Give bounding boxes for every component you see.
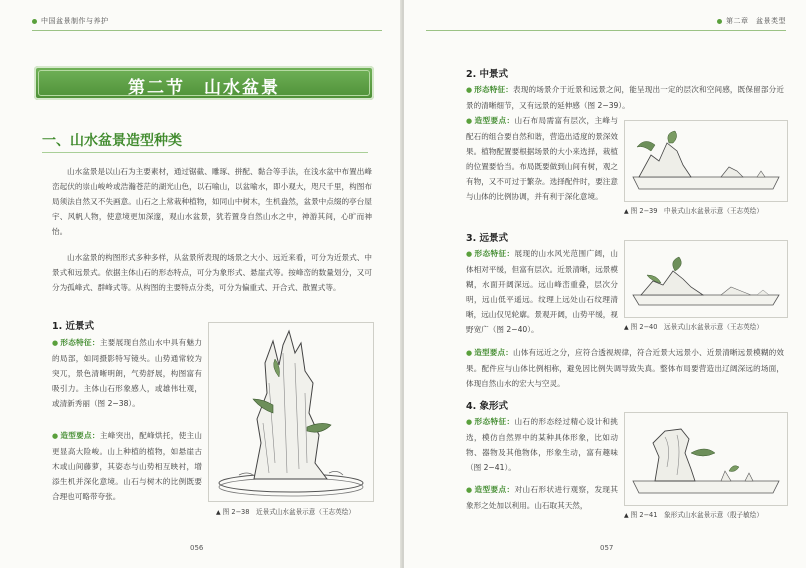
caption-triangle-icon: ▲ bbox=[624, 208, 629, 215]
form-text: 表现的场景介于近景和远景之间，能呈现出一定的层次和空间感，既保留部分近景的清晰细节，又有远景的延伸感（图 2−39）。 bbox=[466, 85, 785, 110]
figurative-form-paragraph bbox=[466, 414, 618, 475]
left-running-head-text: 中国盆景制作与养护 bbox=[41, 17, 109, 25]
bullet-dot-icon bbox=[717, 19, 722, 24]
figurative-key-paragraph bbox=[466, 482, 618, 513]
figure-2-38-caption-text: 图 2−38 近景式山水盆景示意（王志英绘） bbox=[222, 508, 355, 516]
key-text: 山石布局需富有层次，主峰与配石的组合要自然和谐，营造出适度的景深效果。植物配置要根据场景的大小来选择，栽植的位置要恰当。布局既要做到山间有树，观之有物，又不可过于繁杂。选择配件时，要注意与山体的比例协调，并有利于深化意境。 bbox=[466, 116, 619, 201]
near-view-form-paragraph bbox=[52, 335, 202, 411]
left-page bbox=[0, 0, 402, 568]
figure-2-39-caption bbox=[624, 205, 763, 215]
form-label: ● 形态特征： bbox=[466, 249, 515, 258]
form-text: 展现的山水风光范围广阔，山体相对平缓，但富有层次。近景清晰，远景模糊，水面开阔深远。远山峰峦重叠，层次分明，远山低平遥远。纹理上远处山石纹理清晰，远山仅见轮廓。景观开阔，山势平缓，视野宽广（图 2−40）。 bbox=[466, 249, 619, 334]
form-text: 山石的形态经过精心设计和挑选，模仿自然界中的某种具体形象，比如动物、器物及其他物体，形象生动，富有趣味（图 2−41）。 bbox=[466, 417, 619, 472]
figure-2-38-near-view-illustration bbox=[208, 322, 374, 502]
form-label: ● 形态特征： bbox=[52, 338, 100, 347]
far-view-form-paragraph bbox=[466, 246, 618, 337]
caption-triangle-icon: ▲ bbox=[624, 324, 629, 331]
far-view-key-paragraph bbox=[466, 345, 784, 391]
figure-2-41-caption bbox=[624, 509, 763, 519]
form-text: 主要展现自然山水中具有魅力的局部，如同摄影特写镜头。山势通常较为突兀，景色清晰明朗，气势舒展，构图富有吸引力。主体山石形象感人，或雄伟壮观，或清新秀丽（图 2−38）。 bbox=[52, 338, 203, 408]
key-text: 主峰突出，配峰烘托，使主山更显高大险峻。山上种植的植物，如悬崖古木或山间藤萝，其姿态与山势相互映衬，增添生机并深化意境。山石与树木的比例既要合理也可略带夸张。 bbox=[52, 431, 203, 501]
subheading-near-view: 1. 近景式 bbox=[52, 321, 95, 332]
middle-view-form-paragraph bbox=[466, 82, 784, 113]
left-running-head bbox=[32, 16, 109, 26]
subheading-middle-view: 2. 中景式 bbox=[466, 69, 509, 80]
figure-2-38-caption bbox=[216, 506, 355, 516]
right-page-number: 057 bbox=[600, 544, 614, 552]
key-text: 对山石形状进行观察，发现其象形之处加以利用。山石取其天然， bbox=[466, 485, 619, 510]
intro-paragraph-2: 山水盆景的构图形式多种多样，从盆景所表现的场景之大小、远近来看，可分为近景式、中景式和远景式。依据主体山石的形态特点，可分为象形式、悬崖式等。按峰峦的数量划分，又可分为孤峰式、群峰式等。从构图的主要特点分类，可分为偏重式、开合式、散置式等。 bbox=[52, 253, 372, 292]
near-view-key-paragraph bbox=[52, 428, 202, 504]
section-banner bbox=[34, 66, 374, 100]
middle-view-key-paragraph bbox=[466, 113, 618, 204]
right-page bbox=[404, 0, 806, 568]
figure-2-39-caption-text: 图 2−39 中景式山水盆景示意（王志英绘） bbox=[630, 207, 763, 215]
bullet-dot-icon bbox=[32, 19, 37, 24]
section-heading-rule bbox=[42, 152, 368, 153]
figure-2-40-caption bbox=[624, 321, 763, 331]
middle-view-penjing-drawing bbox=[625, 121, 787, 201]
figurative-penjing-drawing bbox=[625, 413, 787, 505]
figure-2-40-far-view-illustration bbox=[624, 240, 788, 318]
key-label: ● 造型要点： bbox=[52, 431, 100, 440]
left-page-number: 056 bbox=[190, 544, 204, 552]
left-header-rule bbox=[32, 30, 382, 31]
form-label: ● 形态特征： bbox=[466, 417, 515, 426]
caption-triangle-icon: ▲ bbox=[216, 509, 221, 516]
figure-2-41-caption-text: 图 2−41 象形式山水盆景示意（殷子敏绘） bbox=[630, 511, 763, 519]
section-heading: 一、山水盆景造型种类 bbox=[42, 133, 182, 149]
banner-title: 第二节 山水盆景 bbox=[128, 78, 280, 98]
right-running-head-text: 第二章 盆景类型 bbox=[726, 17, 786, 25]
key-text: 山体有远近之分，应符合透视规律，符合近景大远景小、近景清晰远景模糊的效果。配件应与山体比例相称，避免因比例失调导致失真。整体布局要营造出辽阔深远的场面，体现自然山水的宏大与空灵。 bbox=[466, 348, 785, 388]
figure-2-39-middle-view-illustration bbox=[624, 120, 788, 202]
figure-2-40-caption-text: 图 2−40 远景式山水盆景示意（王志英绘） bbox=[630, 323, 763, 331]
key-label: ● 造型要点： bbox=[466, 116, 515, 125]
figure-2-41-figurative-illustration bbox=[624, 412, 788, 506]
near-view-penjing-drawing bbox=[209, 323, 373, 501]
right-header-rule bbox=[426, 30, 786, 31]
key-label: ● 造型要点： bbox=[466, 348, 513, 357]
form-label: ● 形态特征： bbox=[466, 85, 513, 94]
caption-triangle-icon: ▲ bbox=[624, 512, 629, 519]
subheading-figurative: 4. 象形式 bbox=[466, 401, 509, 412]
right-running-head bbox=[717, 16, 786, 26]
intro-paragraph-1: 山水盆景是以山石为主要素材，通过锯截、雕琢、拼配、黏合等手法，在浅水盆中布置出峰峦起伏的崇山峻岭或浩瀚苍茫的湖光山色，以石喻山，以盆喻水，即小观大，咫尺千里，构图布局须法自然又不失画意。山石之上常栽种植物，如同山中树木，生机盎然，盆景中点缀的亭台屋宇、风帆人物，使意境更加深邃，观山水盆景，犹若置身自然山水之中，神游其间，心旷而神怡。 bbox=[52, 167, 372, 236]
subheading-far-view: 3. 远景式 bbox=[466, 233, 509, 244]
far-view-penjing-drawing bbox=[625, 241, 787, 317]
key-label: ● 造型要点： bbox=[466, 485, 515, 494]
